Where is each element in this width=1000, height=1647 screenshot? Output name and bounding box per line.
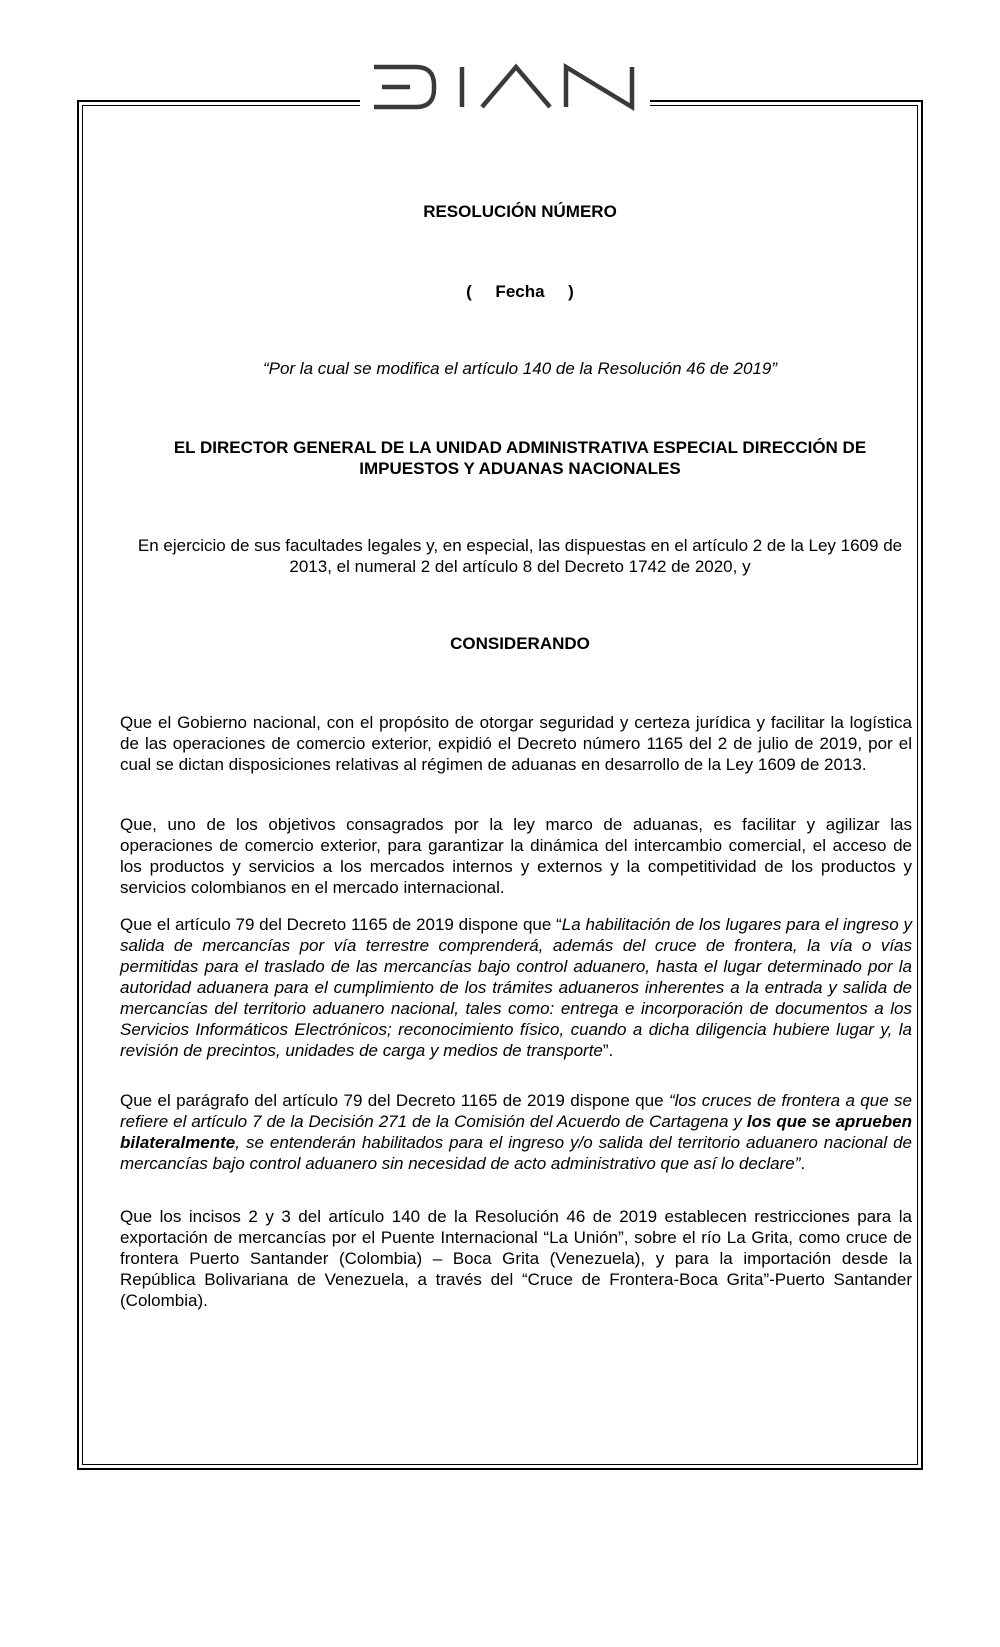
paragraph-3-tail: ”. [602, 1041, 614, 1060]
paragraph-1: Que el Gobierno nacional, con el propósito de otorgar seguridad y certeza jurídica y facilitar la logística de las operaciones de comercio exterior, expidió el Decreto número 1165 del 2 de julio de 2019, por el cual se dictan disposiciones relativas al régimen de aduanas en desarrollo de la Ley 1609 de 2013. [120, 713, 912, 774]
paragraph-3 [120, 914, 912, 1061]
legal-powers: En ejercicio de sus facultades legales y, en especial, las dispuestas en el artículo 2 de la Ley 1609 de 2013, el numeral 2 del artículo 8 del Decreto 1742 de 2020, y [137, 536, 903, 576]
logo-text: DIAN [370, 55, 373, 56]
paragraph-4-quote-a: “los cruces de frontera a que se refiere el artículo 7 de la Decisión 271 de la Comisión del Acuerdo de Cartagena y [120, 1091, 912, 1131]
date-label: ( Fecha ) [466, 282, 574, 301]
issuing-authority: EL DIRECTOR GENERAL DE LA UNIDAD ADMINISTRATIVA ESPECIAL DIRECCIÓN DE IMPUESTOS Y ADUANAS NACIONALES [173, 438, 867, 478]
resolution-number-label: RESOLUCIÓN NÚMERO [423, 202, 617, 221]
paragraph-4-quote-bold: los que se aprueben bilateralmente [120, 1112, 912, 1152]
paragraph-4 [120, 1090, 912, 1174]
paragraph-4-lead: Que el parágrafo del artículo 79 del Decreto 1165 de 2019 dispone que [120, 1091, 669, 1110]
considering-heading: CONSIDERANDO [450, 634, 590, 653]
dian-logo [370, 55, 640, 123]
paragraph-3-quote: La habilitación de los lugares para el ingreso y salida de mercancías por vía terrestre comprenderá, además del cruce de frontera, la vía o vías permitidas para el traslado de las mercancías bajo control aduanero, hasta el lugar determinado por la autoridad aduanera para el cumplimiento de los trámites aduaneros inherentes a la entrada y salida de mercancías del territorio aduanero nacional, tales como: entrega e incorporación de documentos a los Servicios Informáticos Electrónicos; reconocimiento físico, cuando a dicha diligencia hubiere lugar y, la revisión de precintos, unidades de carga y medios de transporte [120, 915, 912, 1060]
paragraph-3-lead: Que el artículo 79 del Decreto 1165 de 2019 dispone que “ [120, 915, 562, 934]
paragraph-5: Que los incisos 2 y 3 del artículo 140 de la Resolución 46 de 2019 establecen restricciones para la exportación de mercancías por el Puente Internacional “La Unión”, sobre el río La Grita, como cruce de frontera Puerto Santander (Colombia) – Boca Grita (Venezuela), y para la importación desde la República Bolivariana de Venezuela, a través del “Cruce de Frontera-Boca Grita”-Puerto Santander (Colombia). [120, 1207, 912, 1310]
resolution-subject: “Por la cual se modifica el artículo 140 de la Resolución 46 de 2019” [262, 359, 778, 378]
paragraph-4-quote-b: , se entenderán habilitados para el ingreso y/o salida del territorio aduanero nacional de mercancías bajo control aduanero sin necesidad de acto administrativo que así lo declare” [120, 1133, 912, 1173]
paragraph-2: Que, uno de los objetivos consagrados por la ley marco de aduanas, es facilitar y agilizar las operaciones de comercio exterior, para garantizar la dinámica del intercambio comercial, el acceso de los productos y servicios a los mercados internos y externos y la competitividad de los productos y servicios colombianos en el mercado internacional. [120, 815, 912, 897]
paragraph-4-tail: . [800, 1154, 806, 1173]
